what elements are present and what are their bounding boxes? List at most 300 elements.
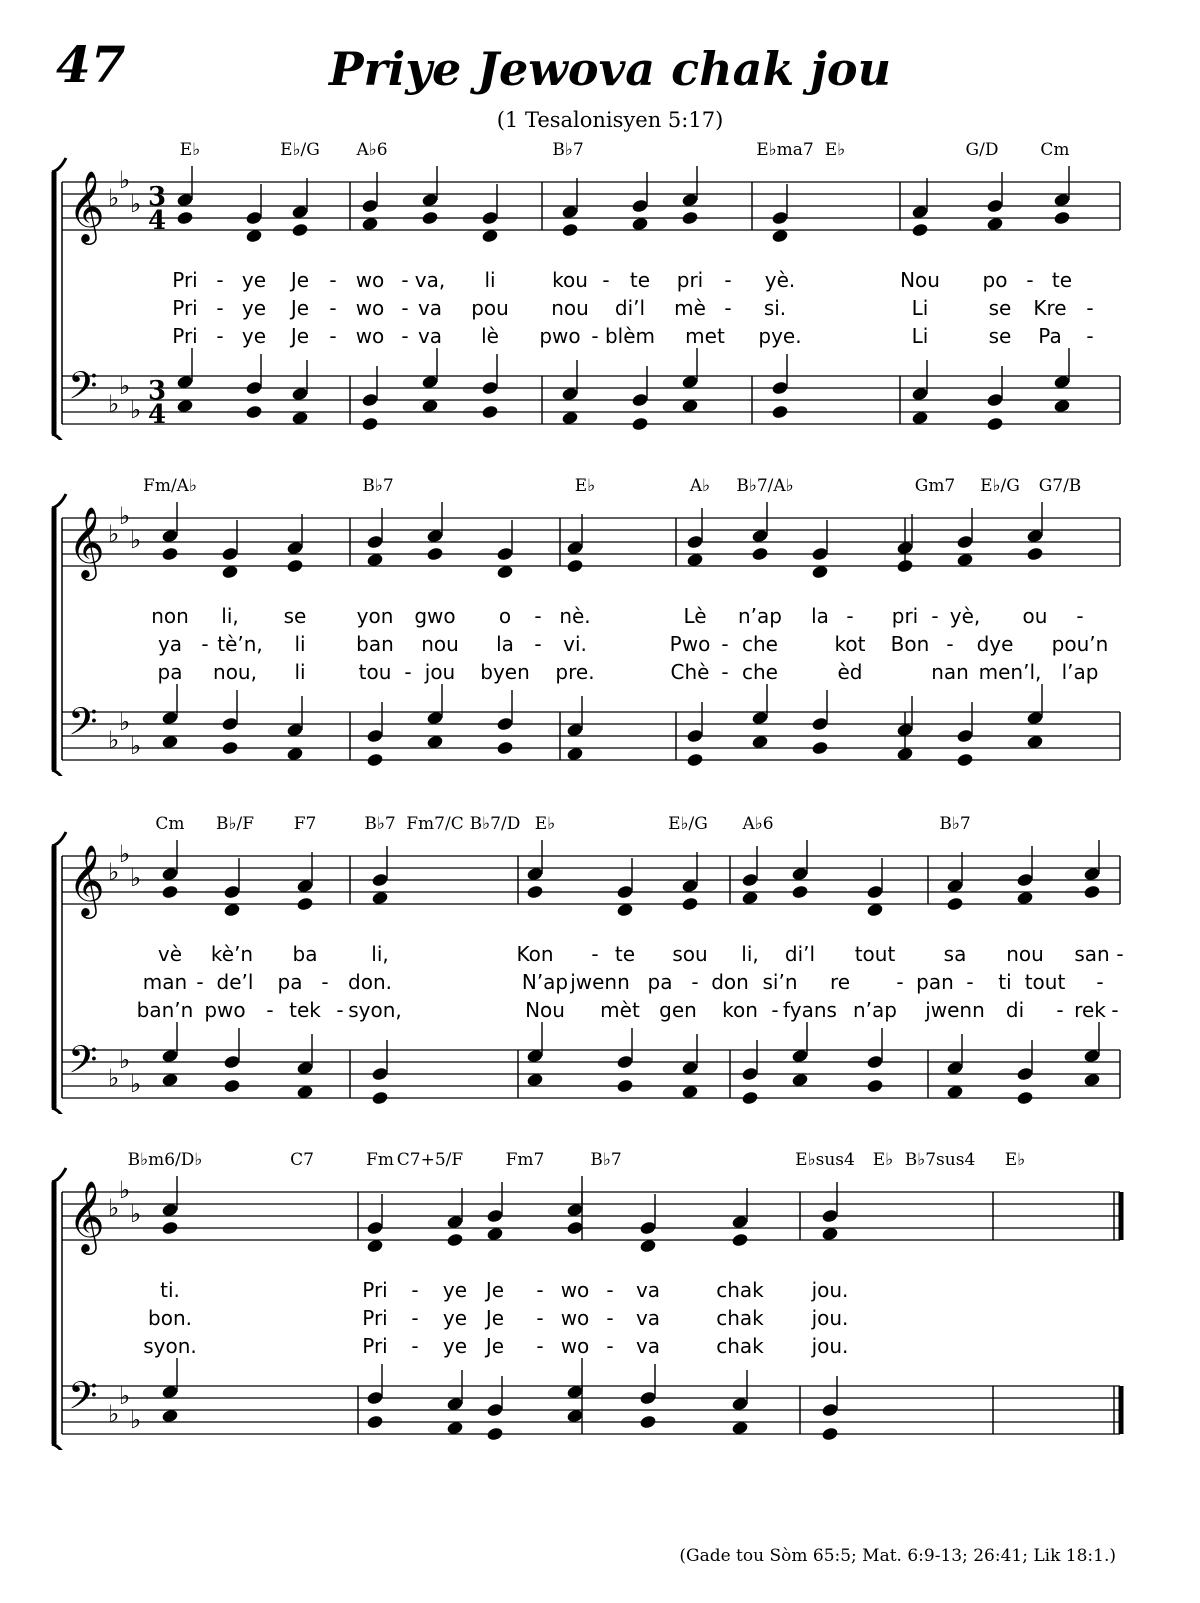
chord-symbol: B♭7: [364, 814, 396, 834]
notehead: [221, 716, 239, 731]
notehead: [1016, 1066, 1034, 1081]
lyric-hyphen: -: [606, 1306, 614, 1330]
notehead: [496, 740, 514, 755]
lyric-syllable: Pri: [362, 1278, 388, 1302]
lyric-hyphen: -: [536, 1306, 544, 1330]
notehead: [366, 1220, 384, 1235]
key-flat-icon: ♭: [119, 166, 131, 194]
treble-clef-icon: 𝄞: [68, 505, 105, 578]
chord-symbol: B♭7: [590, 1150, 622, 1170]
notehead: [566, 558, 584, 573]
hymn-scripture-reference: (1 Tesalonisyen 5:17): [496, 108, 724, 132]
lyric-hyphen: -: [1086, 324, 1094, 348]
lyric-syllable: l’ap: [1061, 660, 1099, 684]
notehead: [486, 1426, 504, 1441]
lyric-syllable: Je: [290, 296, 310, 320]
lyric-syllable: nè.: [559, 604, 591, 628]
chord-symbol: Fm7/C: [406, 814, 464, 834]
chord-symbol: C7: [290, 1150, 314, 1170]
notehead: [486, 1402, 504, 1417]
lyric-syllable: yè,: [949, 604, 981, 628]
lyric-hyphen: -: [931, 604, 939, 628]
lyric-hyphen: -: [771, 998, 779, 1022]
lyric-syllable: Pa: [1038, 324, 1062, 348]
notehead: [161, 1220, 179, 1235]
lyric-hyphen: -: [966, 970, 974, 994]
lyric-syllable: li,: [371, 942, 389, 966]
key-flat-icon: ♭: [108, 1064, 120, 1092]
chord-symbol: E♭/G: [980, 476, 1020, 496]
time-signature-top: 3: [148, 182, 167, 212]
chord-symbol: B♭7: [552, 140, 584, 160]
key-flat-icon: ♭: [119, 1046, 131, 1074]
notehead: [631, 392, 649, 407]
chord-symbol: E♭/G: [280, 140, 320, 160]
lyric-syllable: te: [614, 942, 636, 966]
lyric-syllable: Nou: [900, 268, 940, 292]
notehead: [681, 210, 699, 225]
chord-symbol: E♭: [1004, 1150, 1026, 1170]
notehead: [616, 1054, 634, 1069]
lyric-syllable: jwenn: [570, 970, 630, 994]
notehead: [286, 558, 304, 573]
lyric-syllable: ye: [241, 324, 267, 348]
lyric-hyphen: -: [329, 268, 337, 292]
key-flat-icon: ♭: [130, 396, 142, 424]
lyric-syllable: nan: [931, 660, 969, 684]
chord-symbol: Fm7: [505, 1150, 545, 1170]
lyric-syllable: di’l: [614, 296, 646, 320]
lyric-syllable: jou.: [811, 1334, 849, 1358]
notehead: [176, 210, 194, 225]
lyric-syllable: jou.: [811, 1278, 849, 1302]
lyric-syllable: pou: [471, 296, 509, 320]
chord-symbol: G/D: [965, 140, 999, 160]
chord-symbol: B♭7sus4: [904, 1150, 976, 1170]
notehead: [616, 1078, 634, 1093]
key-flat-icon: ♭: [108, 1400, 120, 1428]
lyric-hyphen: -: [401, 268, 409, 292]
chord-symbol: A♭: [689, 476, 711, 496]
lyric-syllable: mè: [674, 296, 706, 320]
lyric-syllable: va: [417, 296, 443, 320]
lyric-syllable: sou: [672, 942, 708, 966]
lyric-syllable: wo: [560, 1278, 590, 1302]
lyric-syllable: blèm: [604, 324, 656, 348]
chord-symbol: B♭7/D: [469, 814, 521, 834]
notehead: [1026, 546, 1044, 561]
lyric-syllable: va: [635, 1278, 661, 1302]
lyric-syllable: vi.: [563, 632, 587, 656]
lyric-syllable: Chè: [670, 660, 710, 684]
lyric-syllable: Li: [911, 296, 929, 320]
notehead: [821, 1208, 839, 1223]
lyric-hyphen: -: [411, 1334, 419, 1358]
notehead: [751, 546, 769, 561]
key-flat-icon: ♭: [130, 526, 142, 554]
lyric-hyphen: -: [411, 1306, 419, 1330]
lyric-syllable: ba: [292, 942, 318, 966]
lyric-syllable: pou’n: [1051, 632, 1109, 656]
lyric-syllable: pa: [157, 660, 183, 684]
notehead: [731, 1232, 749, 1247]
treble-clef-icon: 𝄞: [68, 1179, 105, 1252]
chord-symbol: Fm/A♭: [143, 476, 197, 496]
lyric-hyphen: -: [1111, 998, 1119, 1022]
notehead: [361, 416, 379, 431]
lyric-syllable: sa: [943, 942, 967, 966]
lyric-hyphen: -: [846, 604, 854, 628]
notehead: [631, 198, 649, 213]
notehead: [631, 416, 649, 431]
lyric-hyphen: -: [591, 942, 599, 966]
lyric-hyphen: -: [534, 604, 542, 628]
lyric-syllable: Je: [290, 324, 310, 348]
lyric-syllable: jwenn: [925, 998, 985, 1022]
lyric-syllable: vè: [157, 942, 183, 966]
notehead: [291, 222, 309, 237]
lyric-syllable: Li: [911, 324, 929, 348]
lyric-syllable: don.: [348, 970, 392, 994]
lyric-syllable: nou: [421, 632, 459, 656]
bass-clef-icon: 𝄢: [68, 363, 98, 417]
time-signature-bottom: 4: [148, 206, 167, 236]
chord-symbol: B♭m6/D♭: [127, 1150, 203, 1170]
notehead: [245, 380, 263, 395]
lyric-syllable: ya: [157, 632, 183, 656]
chord-symbol: Cm: [155, 814, 185, 834]
notehead: [361, 392, 379, 407]
notehead: [741, 1090, 759, 1105]
notehead: [986, 392, 1004, 407]
lyric-syllable: jou: [424, 660, 456, 684]
lyric-syllable: te: [1051, 268, 1073, 292]
lyric-hyphen: -: [411, 1278, 419, 1302]
lyric-syllable: ye: [442, 1334, 468, 1358]
key-flat-icon: ♭: [119, 708, 131, 736]
chord-symbol: B♭/F: [215, 814, 255, 834]
lyric-syllable: pri: [676, 268, 704, 292]
chord-symbol: E♭: [179, 140, 201, 160]
notehead: [245, 404, 263, 419]
bass-clef-icon: 𝄢: [68, 1037, 98, 1091]
notehead: [866, 1078, 884, 1093]
notehead: [481, 210, 499, 225]
lyric-syllable: chak: [716, 1334, 764, 1358]
lyric-syllable: pa: [647, 970, 673, 994]
lyric-syllable: Pri: [362, 1334, 388, 1358]
lyric-syllable: Kre: [1033, 296, 1067, 320]
key-flat-icon: ♭: [108, 520, 120, 548]
lyric-syllable: va,: [414, 268, 446, 292]
lyric-syllable: lè: [481, 324, 499, 348]
lyric-hyphen: -: [602, 268, 610, 292]
lyric-syllable: se: [988, 296, 1012, 320]
lyric-syllable: di’l: [784, 942, 816, 966]
lyric-syllable: se: [988, 324, 1012, 348]
lyric-hyphen: -: [724, 268, 732, 292]
notehead: [741, 1066, 759, 1081]
lyric-syllable: po: [982, 268, 1008, 292]
lyric-syllable: nou,: [213, 660, 257, 684]
notehead: [741, 872, 759, 887]
notehead: [1016, 872, 1034, 887]
notehead: [221, 546, 239, 561]
chord-symbol: E♭ma7: [756, 140, 814, 160]
lyric-syllable: don: [711, 970, 749, 994]
lyric-hyphen: -: [534, 632, 542, 656]
lyric-syllable: nou: [1006, 942, 1044, 966]
lyric-hyphen: -: [401, 296, 409, 320]
lyric-syllable: o: [498, 604, 512, 628]
lyric-syllable: wo: [560, 1334, 590, 1358]
lyric-syllable: pa: [277, 970, 303, 994]
time-signature-bottom: 4: [148, 400, 167, 430]
key-flat-icon: ♭: [108, 726, 120, 754]
lyric-syllable: chak: [716, 1306, 764, 1330]
notehead: [639, 1220, 657, 1235]
lyric-syllable: tou: [358, 660, 392, 684]
lyric-syllable: ti: [998, 970, 1012, 994]
lyric-syllable: la: [496, 632, 514, 656]
time-signature-top: 3: [148, 376, 167, 406]
lyric-syllable: Je: [485, 1334, 505, 1358]
lyric-hyphen: -: [329, 296, 337, 320]
chord-symbol: G7/B: [1038, 476, 1082, 496]
notehead: [811, 716, 829, 731]
lyric-syllable: N’ap: [521, 970, 569, 994]
key-flat-icon: ♭: [119, 1176, 131, 1204]
lyric-syllable: Nou: [525, 998, 565, 1022]
notehead: [639, 1390, 657, 1405]
lyric-syllable: tout: [1024, 970, 1066, 994]
chord-symbol: E♭: [824, 140, 846, 160]
notehead: [1053, 210, 1071, 225]
treble-clef-icon: 𝄞: [68, 169, 105, 242]
notehead: [161, 884, 179, 899]
lyric-syllable: che: [742, 660, 778, 684]
lyric-syllable: li,: [221, 604, 239, 628]
notehead: [771, 210, 789, 225]
lyric-syllable: si’n: [762, 970, 798, 994]
notehead: [371, 1066, 389, 1081]
lyric-syllable: ye: [442, 1278, 468, 1302]
notehead: [616, 884, 634, 899]
notehead: [866, 884, 884, 899]
notehead: [221, 740, 239, 755]
notehead: [223, 1078, 241, 1093]
lyric-syllable: Bon: [890, 632, 930, 656]
lyric-syllable: ti.: [160, 1278, 180, 1302]
lyric-syllable: ye: [241, 268, 267, 292]
lyric-syllable: va: [635, 1334, 661, 1358]
notehead: [986, 416, 1004, 431]
notehead: [446, 1232, 464, 1247]
key-flat-icon: ♭: [119, 372, 131, 400]
lyric-syllable: met: [685, 324, 725, 348]
notehead: [681, 896, 699, 911]
key-flat-icon: ♭: [130, 1070, 142, 1098]
notehead: [771, 404, 789, 419]
lyric-syllable: de’l: [216, 970, 254, 994]
lyric-hyphen: -: [1056, 998, 1064, 1022]
lyric-hyphen: -: [329, 324, 337, 348]
lyric-syllable: Lè: [683, 604, 707, 628]
chord-symbol: F7: [293, 814, 317, 834]
lyric-hyphen: -: [1096, 970, 1104, 994]
bass-clef-icon: 𝄢: [68, 699, 98, 753]
lyric-hyphen: -: [1116, 942, 1124, 966]
lyric-syllable: ban: [356, 632, 394, 656]
key-flat-icon: ♭: [108, 390, 120, 418]
notehead: [946, 896, 964, 911]
lyric-hyphen: -: [721, 660, 729, 684]
lyric-syllable: ban’n: [136, 998, 194, 1022]
notehead: [426, 546, 444, 561]
lyric-syllable: wo: [355, 268, 385, 292]
notehead: [956, 752, 974, 767]
lyric-syllable: n’ap: [853, 998, 897, 1022]
lyric-hyphen: -: [216, 324, 224, 348]
lyric-syllable: fyans: [783, 998, 837, 1022]
chord-symbol: A♭6: [356, 140, 388, 160]
lyric-syllable: wo: [355, 324, 385, 348]
chord-symbol: E♭sus4: [795, 1150, 855, 1170]
lyric-hyphen: -: [404, 660, 412, 684]
lyric-syllable: gen: [659, 998, 697, 1022]
lyric-syllable: tè’n,: [217, 632, 263, 656]
notehead: [371, 872, 389, 887]
chord-symbol: A♭6: [742, 814, 774, 834]
lyric-syllable: Pri: [172, 268, 198, 292]
lyric-syllable: wo: [355, 296, 385, 320]
lyric-syllable: rek: [1074, 998, 1106, 1022]
lyric-syllable: pwo: [204, 998, 246, 1022]
lyric-syllable: yon: [356, 604, 394, 628]
lyric-syllable: li,: [741, 942, 759, 966]
lyric-syllable: Je: [485, 1306, 505, 1330]
notehead: [566, 1220, 584, 1235]
chord-symbol: E♭: [574, 476, 596, 496]
lyric-syllable: re: [829, 970, 851, 994]
lyric-hyphen: -: [946, 632, 954, 656]
chord-symbol: E♭: [872, 1150, 894, 1170]
lyric-syllable: Je: [485, 1278, 505, 1302]
key-flat-icon: ♭: [119, 502, 131, 530]
notehead: [791, 884, 809, 899]
lyric-hyphen: -: [591, 324, 599, 348]
lyric-syllable: te: [629, 268, 651, 292]
lyric-hyphen: -: [196, 970, 204, 994]
lyric-syllable: di: [1005, 998, 1025, 1022]
lyric-syllable: kon: [722, 998, 758, 1022]
lyric-syllable: va: [417, 324, 443, 348]
lyric-syllable: byen: [480, 660, 530, 684]
lyric-syllable: se: [283, 604, 307, 628]
lyric-hyphen: -: [721, 632, 729, 656]
lyric-syllable: mèt: [600, 998, 640, 1022]
lyric-hyphen: -: [1076, 604, 1084, 628]
lyric-syllable: yè.: [764, 268, 796, 292]
chord-symbol: Gm7: [914, 476, 956, 496]
notehead: [486, 1208, 504, 1223]
key-flat-icon: ♭: [130, 1200, 142, 1228]
staff-system-graphic: [0, 1150, 1200, 1450]
hymn-title: Priye Jewova chak jou: [328, 42, 892, 96]
notehead: [771, 380, 789, 395]
lyric-hyphen: -: [1086, 296, 1094, 320]
lyric-syllable: Pwo: [669, 632, 711, 656]
notehead: [296, 896, 314, 911]
notehead: [811, 740, 829, 755]
notehead: [1083, 884, 1101, 899]
lyric-syllable: Pri: [172, 296, 198, 320]
key-flat-icon: ♭: [130, 864, 142, 892]
footer-cross-references: (Gade tou Sòm 65:5; Mat. 6:9-13; 26:41; Lik 18:1.): [679, 1546, 1116, 1566]
lyric-syllable: non: [151, 604, 189, 628]
lyric-hyphen: -: [216, 268, 224, 292]
chord-symbol: E♭/G: [668, 814, 708, 834]
notehead: [371, 1090, 389, 1105]
lyric-syllable: Je: [290, 268, 310, 292]
notehead: [161, 546, 179, 561]
lyric-hyphen: -: [1026, 268, 1034, 292]
notehead: [223, 884, 241, 899]
lyric-hyphen: -: [401, 324, 409, 348]
notehead: [821, 1402, 839, 1417]
notehead: [366, 752, 384, 767]
notehead: [526, 884, 544, 899]
notehead: [496, 546, 514, 561]
lyric-hyphen: -: [216, 296, 224, 320]
notehead: [986, 198, 1004, 213]
notehead: [911, 222, 929, 237]
lyric-syllable: jou.: [811, 1306, 849, 1330]
notehead: [361, 198, 379, 213]
notehead: [866, 1054, 884, 1069]
lyric-syllable: pan: [916, 970, 954, 994]
lyric-syllable: kot: [834, 632, 866, 656]
key-flat-icon: ♭: [130, 1406, 142, 1434]
notehead: [1016, 1090, 1034, 1105]
lyric-syllable: chak: [716, 1278, 764, 1302]
lyric-syllable: che: [742, 632, 778, 656]
lyric-syllable: man: [142, 970, 188, 994]
lyric-syllable: syon.: [143, 1334, 197, 1358]
lyric-syllable: ye: [442, 1306, 468, 1330]
notehead: [366, 728, 384, 743]
hymn-number: 47: [56, 35, 126, 94]
lyric-syllable: la: [811, 604, 829, 628]
notehead: [481, 380, 499, 395]
lyric-hyphen: -: [536, 1334, 544, 1358]
lyric-syllable: pye.: [758, 324, 802, 348]
lyric-syllable: n’ap: [738, 604, 782, 628]
chord-symbol: Cm: [1040, 140, 1070, 160]
lyric-syllable: li: [484, 268, 496, 292]
lyric-hyphen: -: [606, 1278, 614, 1302]
lyric-syllable: ou: [1022, 604, 1048, 628]
lyric-syllable: Pri: [362, 1306, 388, 1330]
lyric-syllable: gwo: [414, 604, 456, 628]
notehead: [245, 210, 263, 225]
lyric-hyphen: -: [896, 970, 904, 994]
key-flat-icon: ♭: [108, 1194, 120, 1222]
lyric-syllable: pwo: [539, 324, 581, 348]
notehead: [366, 1390, 384, 1405]
notehead: [956, 534, 974, 549]
chord-symbol: B♭7: [939, 814, 971, 834]
